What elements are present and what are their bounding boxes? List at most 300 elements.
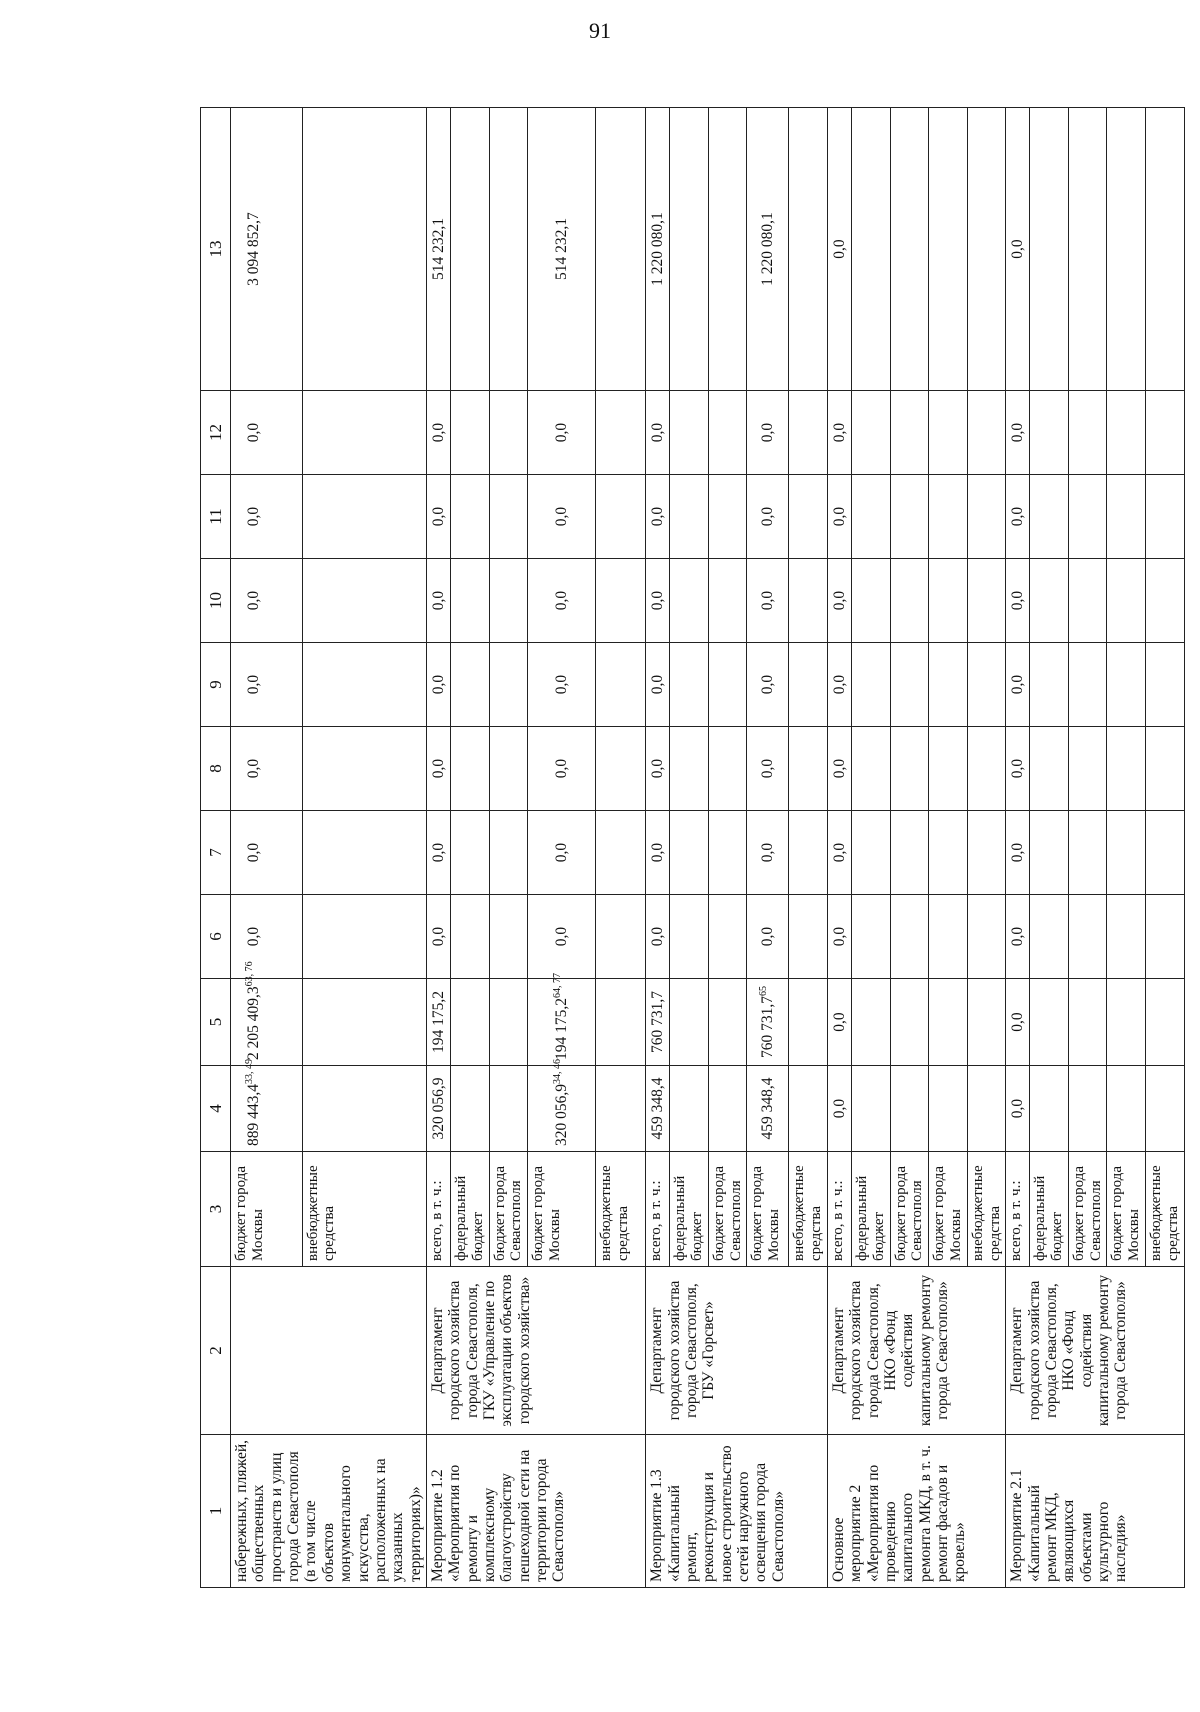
value-text: 0,0 xyxy=(245,674,262,695)
funding-source-cell: бюджет города Москвы xyxy=(231,1152,303,1267)
value-cell-c9 xyxy=(489,643,528,727)
value-text: 0,0 xyxy=(245,926,262,947)
value-cell-c11 xyxy=(426,475,450,559)
value-cell-c6 xyxy=(851,895,890,979)
value-cell-c10 xyxy=(1068,559,1107,643)
value-cell-c4 xyxy=(789,1066,828,1152)
value-cell-c7 xyxy=(596,811,646,895)
value-cell-c11 xyxy=(1068,475,1107,559)
value-cell-c13 xyxy=(646,108,670,391)
col-header: 4 xyxy=(201,1066,231,1152)
value-cell-c11 xyxy=(827,475,851,559)
funding-source-cell: бюджет города Севастополя xyxy=(708,1152,747,1267)
value-cell-c9 xyxy=(670,643,709,727)
value-text: 0,0 xyxy=(830,758,848,779)
value-cell-c13 xyxy=(929,108,968,391)
value-text: 0,0 xyxy=(1009,674,1027,695)
value-cell-c13 xyxy=(708,108,747,391)
value-cell-c10 xyxy=(646,559,670,643)
value-cell-c12 xyxy=(302,391,426,475)
value-cell-c7 xyxy=(851,811,890,895)
value-cell-c12 xyxy=(789,391,828,475)
value-cell-c5 xyxy=(670,979,709,1066)
value-cell-c5 xyxy=(596,979,646,1066)
value-cell-c5 xyxy=(1146,979,1185,1066)
value-cell-c5 xyxy=(646,979,670,1066)
value-cell-c11 xyxy=(929,475,968,559)
header-row xyxy=(201,108,231,1588)
value-cell-c13 xyxy=(827,108,851,391)
value-cell-c7 xyxy=(450,811,489,895)
value-cell-c5 xyxy=(967,979,1006,1066)
value-cell-c9 xyxy=(596,643,646,727)
value-text: 0,0 xyxy=(552,506,570,527)
value-text: 0,0 xyxy=(429,758,447,779)
value-cell-c13 xyxy=(489,108,528,391)
value-cell-c12 xyxy=(489,391,528,475)
footnote-ref: 65 xyxy=(757,986,769,996)
col-header: 8 xyxy=(201,727,231,811)
value-cell-c11 xyxy=(528,475,596,559)
value-cell-c9 xyxy=(851,643,890,727)
value-cell-c9 xyxy=(967,643,1006,727)
value-cell-c5 xyxy=(789,979,828,1066)
value-cell-c6 xyxy=(708,895,747,979)
value-cell-c10 xyxy=(450,559,489,643)
value-text: 0,0 xyxy=(552,674,570,695)
value-text: 0,0 xyxy=(648,590,666,611)
value-text: 0,0 xyxy=(830,1012,848,1032)
value-cell-c4 xyxy=(890,1066,929,1152)
value-cell-c12 xyxy=(827,391,851,475)
footnote-ref: 63, 76 xyxy=(243,961,255,987)
value-cell-c13 xyxy=(1030,108,1069,391)
value-text: 0,0 xyxy=(429,674,447,695)
value-cell-c5 xyxy=(890,979,929,1066)
value-cell-c9 xyxy=(890,643,929,727)
value-cell-c6 xyxy=(1030,895,1069,979)
value-cell-c6 xyxy=(827,895,851,979)
table-row xyxy=(426,108,450,1588)
footnote-ref: 34, 46 xyxy=(551,1059,563,1084)
value-text: 0,0 xyxy=(429,590,447,611)
value-text: 0,0 xyxy=(830,842,848,863)
funding-source-cell: бюджет города Москвы xyxy=(747,1152,789,1267)
value-cell-c8 xyxy=(1006,727,1030,811)
value-cell-c8 xyxy=(670,727,709,811)
value-cell-c9 xyxy=(1006,643,1030,727)
responsible-cell: Департамент городского хозяйства города Севастополя, НКО «Фонд содействия капитальному ремонту города Севастополя» xyxy=(827,1267,1005,1435)
value-cell-c6 xyxy=(231,895,303,979)
value-text: 0,0 xyxy=(552,422,570,443)
funding-source-cell: бюджет города Москвы xyxy=(528,1152,596,1267)
funding-source-cell: федеральный бюджет xyxy=(851,1152,890,1267)
measure-name-cell: Основное мероприятие 2 «Мероприятия по проведению капитального ремонта МКД, в т. ч. ремонт фасадов и кровель» xyxy=(827,1435,1005,1588)
funding-source-cell: бюджет города Севастополя xyxy=(1068,1152,1107,1267)
value-cell-c12 xyxy=(851,391,890,475)
value-text: 320 056,9 xyxy=(429,1077,447,1140)
value-cell-c8 xyxy=(528,727,596,811)
value-cell-c12 xyxy=(1068,391,1107,475)
value-cell-c4 xyxy=(489,1066,528,1152)
value-text: 514 232,1 xyxy=(429,218,447,280)
value-cell-c10 xyxy=(1006,559,1030,643)
value-cell-c13 xyxy=(231,108,303,391)
value-cell-c4 xyxy=(426,1066,450,1152)
value-cell-c4 xyxy=(302,1066,426,1152)
value-cell-c5 xyxy=(1068,979,1107,1066)
value-text: 459 348,4 xyxy=(759,1077,777,1140)
value-cell-c11 xyxy=(747,475,789,559)
value-text: 0,0 xyxy=(245,590,262,611)
value-cell-c4 xyxy=(1030,1066,1069,1152)
value-cell-c12 xyxy=(708,391,747,475)
value-cell-c10 xyxy=(708,559,747,643)
value-cell-c5 xyxy=(528,973,596,1066)
value-text: 0,0 xyxy=(1009,926,1027,947)
value-text: 0,0 xyxy=(245,422,262,443)
value-text: 0,0 xyxy=(830,674,848,695)
value-text: 0,0 xyxy=(245,506,262,527)
funding-source-cell: внебюджетные средства xyxy=(302,1152,426,1267)
value-cell-c12 xyxy=(596,391,646,475)
value-cell-c10 xyxy=(302,559,426,643)
value-cell-c11 xyxy=(489,475,528,559)
col-header: 12 xyxy=(201,391,231,475)
value-text: 0,0 xyxy=(759,590,777,611)
responsible-cell: Департамент городского хозяйства города Севастополя, ГБУ «Горсвет» xyxy=(646,1267,828,1435)
value-text: 0,0 xyxy=(648,422,666,443)
table-row xyxy=(231,108,303,1588)
value-cell-c9 xyxy=(827,643,851,727)
value-text: 0,0 xyxy=(1009,239,1027,259)
value-text: 2 205 409,3 xyxy=(245,986,262,1060)
value-cell-c6 xyxy=(1146,895,1185,979)
value-text: 0,0 xyxy=(1009,506,1027,527)
value-cell-c7 xyxy=(670,811,709,895)
value-text: 760 731,7 xyxy=(648,991,666,1053)
value-cell-c4 xyxy=(747,1066,789,1152)
value-cell-c8 xyxy=(450,727,489,811)
value-cell-c13 xyxy=(1006,108,1030,391)
col-header: 10 xyxy=(201,559,231,643)
value-text: 760 731,7 xyxy=(759,996,777,1058)
value-text: 0,0 xyxy=(552,758,570,779)
funding-source-cell: федеральный бюджет xyxy=(670,1152,709,1267)
value-cell-c7 xyxy=(528,811,596,895)
value-cell-c4 xyxy=(646,1066,670,1152)
value-cell-c8 xyxy=(1068,727,1107,811)
value-cell-c8 xyxy=(302,727,426,811)
value-cell-c6 xyxy=(789,895,828,979)
funding-source-cell: всего, в т. ч.: xyxy=(827,1152,851,1267)
value-cell-c13 xyxy=(670,108,709,391)
value-text: 0,0 xyxy=(429,422,447,443)
col-header: 3 xyxy=(201,1152,231,1267)
value-cell-c11 xyxy=(231,475,303,559)
value-cell-c4 xyxy=(231,1059,303,1152)
col-header: 2 xyxy=(201,1267,231,1435)
value-cell-c13 xyxy=(450,108,489,391)
value-cell-c12 xyxy=(890,391,929,475)
value-text: 3 094 852,7 xyxy=(245,212,262,286)
value-cell-c4 xyxy=(670,1066,709,1152)
funding-source-cell: всего, в т. ч.: xyxy=(646,1152,670,1267)
value-cell-c6 xyxy=(1068,895,1107,979)
value-cell-c10 xyxy=(528,559,596,643)
value-text: 0,0 xyxy=(1009,842,1027,863)
value-cell-c7 xyxy=(890,811,929,895)
value-text: 889 443,4 xyxy=(245,1084,262,1146)
value-cell-c13 xyxy=(596,108,646,391)
value-cell-c13 xyxy=(967,108,1006,391)
col-header: 1 xyxy=(201,1435,231,1588)
table-row xyxy=(1006,108,1030,1588)
value-cell-c6 xyxy=(302,895,426,979)
value-cell-c9 xyxy=(1030,643,1069,727)
value-text: 194 175,2 xyxy=(429,991,447,1053)
value-cell-c11 xyxy=(1146,475,1185,559)
value-cell-c10 xyxy=(489,559,528,643)
budget-table xyxy=(200,107,1185,1588)
value-cell-c7 xyxy=(1006,811,1030,895)
measure-name-cell: Мероприятие 1.3 «Капитальный ремонт, реконструкция и новое строительство сетей наружного освещения города Севастополя» xyxy=(646,1435,828,1588)
value-cell-c12 xyxy=(426,391,450,475)
col-header: 11 xyxy=(201,475,231,559)
value-cell-c9 xyxy=(789,643,828,727)
value-text: 0,0 xyxy=(648,926,666,947)
value-cell-c11 xyxy=(670,475,709,559)
value-cell-c6 xyxy=(528,895,596,979)
value-text: 1 220 080,1 xyxy=(648,212,666,286)
value-cell-c11 xyxy=(450,475,489,559)
value-cell-c7 xyxy=(489,811,528,895)
funding-source-cell: федеральный бюджет xyxy=(450,1152,489,1267)
value-text: 0,0 xyxy=(552,590,570,611)
value-cell-c7 xyxy=(789,811,828,895)
value-cell-c9 xyxy=(708,643,747,727)
col-header: 9 xyxy=(201,643,231,727)
value-text: 0,0 xyxy=(552,842,570,863)
value-cell-c4 xyxy=(450,1066,489,1152)
value-cell-c8 xyxy=(596,727,646,811)
value-cell-c4 xyxy=(929,1066,968,1152)
value-text: 0,0 xyxy=(830,926,848,947)
funding-source-cell: бюджет города Москвы xyxy=(929,1152,968,1267)
value-cell-c13 xyxy=(851,108,890,391)
value-cell-c13 xyxy=(747,108,789,391)
value-cell-c11 xyxy=(596,475,646,559)
value-cell-c6 xyxy=(489,895,528,979)
value-cell-c7 xyxy=(231,811,303,895)
value-cell-c9 xyxy=(747,643,789,727)
value-cell-c4 xyxy=(851,1066,890,1152)
responsible-cell: Департамент городского хозяйства города Севастополя, ГКУ «Управление по эксплуатации объектов городского хозяйства» xyxy=(426,1267,645,1435)
funding-source-cell: бюджет города Москвы xyxy=(1107,1152,1146,1267)
value-cell-c11 xyxy=(708,475,747,559)
value-cell-c6 xyxy=(967,895,1006,979)
funding-source-cell: федеральный бюджет xyxy=(1030,1152,1069,1267)
value-cell-c8 xyxy=(1107,727,1146,811)
value-text: 0,0 xyxy=(648,674,666,695)
value-cell-c11 xyxy=(1030,475,1069,559)
value-text: 0,0 xyxy=(759,422,777,443)
value-cell-c12 xyxy=(747,391,789,475)
value-cell-c5 xyxy=(1006,979,1030,1066)
value-cell-c8 xyxy=(890,727,929,811)
value-cell-c8 xyxy=(708,727,747,811)
value-cell-c10 xyxy=(789,559,828,643)
value-text: 0,0 xyxy=(759,674,777,695)
value-cell-c5 xyxy=(851,979,890,1066)
value-text: 0,0 xyxy=(1009,590,1027,611)
value-cell-c10 xyxy=(670,559,709,643)
value-cell-c7 xyxy=(1146,811,1185,895)
value-cell-c13 xyxy=(302,108,426,391)
value-cell-c13 xyxy=(789,108,828,391)
value-cell-c5 xyxy=(747,979,789,1066)
footnote-ref: 33, 49 xyxy=(243,1059,255,1084)
responsible-cell xyxy=(231,1267,427,1435)
value-cell-c10 xyxy=(890,559,929,643)
value-cell-c12 xyxy=(670,391,709,475)
value-cell-c9 xyxy=(1068,643,1107,727)
value-cell-c4 xyxy=(967,1066,1006,1152)
value-cell-c12 xyxy=(450,391,489,475)
value-cell-c11 xyxy=(1006,475,1030,559)
value-text: 0,0 xyxy=(429,506,447,527)
value-cell-c9 xyxy=(231,643,303,727)
value-cell-c8 xyxy=(929,727,968,811)
value-cell-c7 xyxy=(426,811,450,895)
value-cell-c4 xyxy=(528,1059,596,1152)
funding-source-cell: внебюджетные средства xyxy=(596,1152,646,1267)
value-cell-c9 xyxy=(450,643,489,727)
value-cell-c11 xyxy=(646,475,670,559)
value-text: 0,0 xyxy=(759,758,777,779)
measure-name-cell: Мероприятие 1.2 «Мероприятия по ремонту и комплексному благоустройству пешеходной сети на территории города Севастополя» xyxy=(426,1435,645,1588)
value-text: 0,0 xyxy=(830,506,848,527)
value-cell-c10 xyxy=(851,559,890,643)
value-cell-c12 xyxy=(1107,391,1146,475)
value-cell-c11 xyxy=(967,475,1006,559)
value-cell-c6 xyxy=(1107,895,1146,979)
value-cell-c9 xyxy=(929,643,968,727)
funding-source-cell: всего, в т. ч.: xyxy=(1006,1152,1030,1267)
value-cell-c13 xyxy=(1146,108,1185,391)
value-text: 0,0 xyxy=(245,842,262,863)
value-cell-c7 xyxy=(302,811,426,895)
value-cell-c9 xyxy=(302,643,426,727)
value-cell-c6 xyxy=(747,895,789,979)
funding-source-cell: бюджет города Севастополя xyxy=(890,1152,929,1267)
value-cell-c8 xyxy=(851,727,890,811)
value-cell-c7 xyxy=(827,811,851,895)
value-text: 0,0 xyxy=(1009,422,1027,443)
value-cell-c9 xyxy=(426,643,450,727)
value-text: 1 220 080,1 xyxy=(759,212,777,286)
value-text: 0,0 xyxy=(830,422,848,443)
value-text: 0,0 xyxy=(759,506,777,527)
value-text: 0,0 xyxy=(1009,1098,1027,1119)
value-cell-c6 xyxy=(426,895,450,979)
value-cell-c11 xyxy=(851,475,890,559)
value-text: 0,0 xyxy=(552,926,570,947)
value-cell-c8 xyxy=(489,727,528,811)
value-cell-c7 xyxy=(1030,811,1069,895)
value-text: 0,0 xyxy=(759,926,777,947)
value-cell-c6 xyxy=(670,895,709,979)
value-cell-c7 xyxy=(747,811,789,895)
value-cell-c4 xyxy=(708,1066,747,1152)
value-cell-c5 xyxy=(827,979,851,1066)
value-cell-c6 xyxy=(596,895,646,979)
value-cell-c12 xyxy=(1146,391,1185,475)
value-cell-c10 xyxy=(1146,559,1185,643)
col-header: 6 xyxy=(201,895,231,979)
value-cell-c6 xyxy=(646,895,670,979)
value-text: 0,0 xyxy=(830,590,848,611)
funding-source-cell: бюджет города Севастополя xyxy=(489,1152,528,1267)
value-cell-c5 xyxy=(302,979,426,1066)
value-cell-c6 xyxy=(450,895,489,979)
table-row xyxy=(827,108,851,1588)
value-cell-c11 xyxy=(890,475,929,559)
value-cell-c10 xyxy=(929,559,968,643)
value-text: 0,0 xyxy=(1009,758,1027,779)
value-cell-c8 xyxy=(1030,727,1069,811)
value-text: 194 175,2 xyxy=(552,998,570,1060)
value-cell-c8 xyxy=(747,727,789,811)
value-cell-c12 xyxy=(528,391,596,475)
value-cell-c5 xyxy=(708,979,747,1066)
value-cell-c12 xyxy=(231,391,303,475)
value-text: 0,0 xyxy=(429,842,447,863)
value-text: 459 348,4 xyxy=(648,1077,666,1140)
value-cell-c8 xyxy=(827,727,851,811)
value-cell-c11 xyxy=(789,475,828,559)
value-cell-c12 xyxy=(1030,391,1069,475)
value-cell-c10 xyxy=(827,559,851,643)
value-cell-c8 xyxy=(426,727,450,811)
value-cell-c7 xyxy=(1068,811,1107,895)
rotated-table-container xyxy=(200,108,1180,1588)
value-cell-c8 xyxy=(231,727,303,811)
value-cell-c4 xyxy=(1068,1066,1107,1152)
funding-source-cell: внебюджетные средства xyxy=(967,1152,1006,1267)
col-header: 7 xyxy=(201,811,231,895)
value-text: 0,0 xyxy=(830,239,848,259)
col-header: 5 xyxy=(201,979,231,1066)
funding-source-cell: внебюджетные средства xyxy=(1146,1152,1185,1267)
measure-name-cell: набережных, пляжей, общественных пространств и улиц города Севастополя (в том числе объектов монументального искусства, расположенных на указанных территориях)» xyxy=(231,1435,427,1588)
value-cell-c7 xyxy=(708,811,747,895)
value-cell-c10 xyxy=(426,559,450,643)
value-cell-c10 xyxy=(231,559,303,643)
value-cell-c13 xyxy=(890,108,929,391)
value-cell-c5 xyxy=(929,979,968,1066)
value-text: 0,0 xyxy=(648,758,666,779)
col-header: 13 xyxy=(201,108,231,391)
value-cell-c5 xyxy=(231,961,303,1066)
value-cell-c4 xyxy=(1107,1066,1146,1152)
value-cell-c4 xyxy=(1006,1066,1030,1152)
value-cell-c9 xyxy=(646,643,670,727)
page-number: 91 xyxy=(589,18,611,43)
value-cell-c5 xyxy=(426,979,450,1066)
value-cell-c5 xyxy=(450,979,489,1066)
value-cell-c9 xyxy=(1146,643,1185,727)
